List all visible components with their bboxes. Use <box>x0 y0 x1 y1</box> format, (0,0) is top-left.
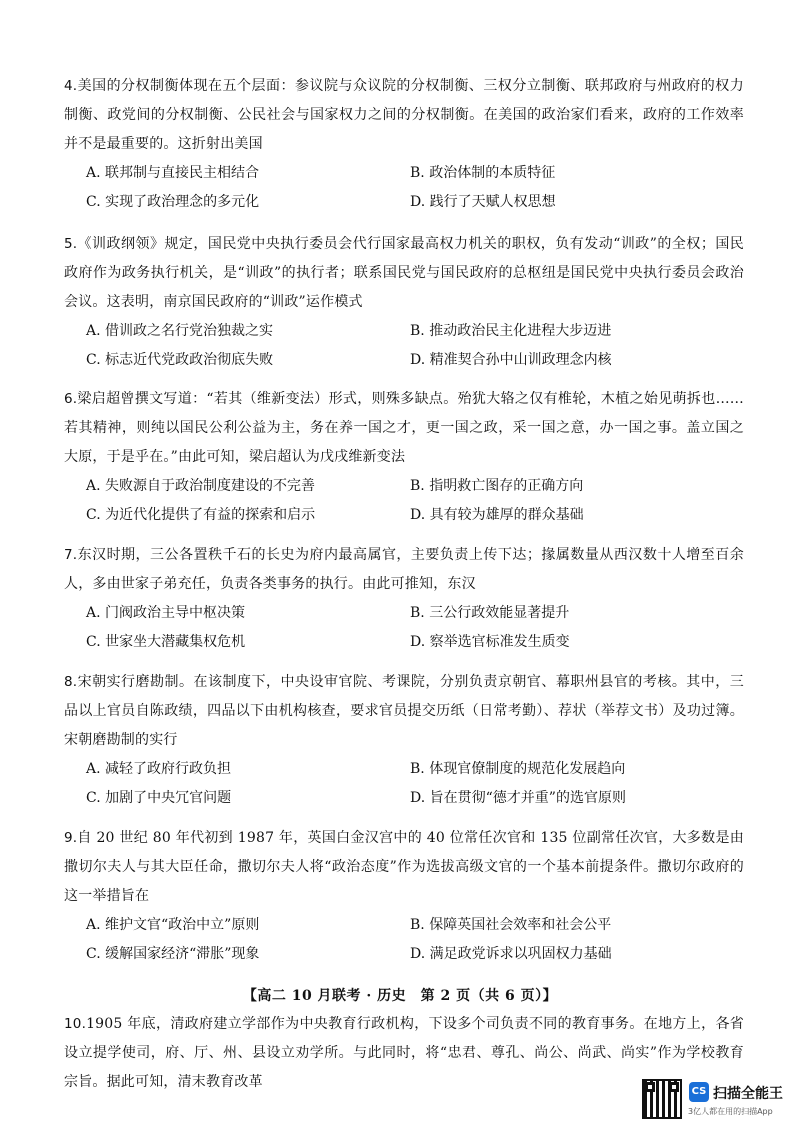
option-a[interactable]: A. 维护文官“政治中立”原则 <box>86 917 260 933</box>
question-4 <box>64 72 744 217</box>
question-text: 自 20 世纪 80 年代初到 1987 年，英国白金汉宫中的 40 位常任次官和 135 位副常任次官，大多数是由撒切尔夫人与其大臣任命，撒切尔夫人将“政治态度”作为选拔高级文官的一个基本前提条件。撒切尔政府的这一举措旨在 <box>64 830 744 904</box>
question-5 <box>64 230 744 375</box>
question-7 <box>64 541 744 657</box>
option-b[interactable]: B. 政治体制的本质特征 <box>410 165 556 181</box>
option-d[interactable]: D. 践行了天赋人权思想 <box>410 194 556 210</box>
scanner-app-name: 扫描全能王 <box>713 1086 783 1102</box>
options <box>64 911 744 969</box>
options <box>64 317 744 375</box>
question-text: 《训政纲领》规定，国民党中央执行委员会代行国家最高权力机关的职权，负有发动“训政”的全权；国民政府作为政务执行机关，是“训政”的执行者；联系国民党与国民政府的总枢纽是国民党中央执行委员会政治会议。这表明，南京国民政府的“训政”运作模式 <box>64 236 744 310</box>
option-c[interactable]: C. 加剧了中央冗官问题 <box>86 790 232 806</box>
camscanner-logo-icon: CS <box>689 1082 709 1102</box>
question-stem <box>64 668 744 755</box>
option-b[interactable]: B. 保障英国社会效率和社会公平 <box>410 917 612 933</box>
question-8 <box>64 668 744 813</box>
options <box>64 599 744 657</box>
question-stem <box>64 72 744 159</box>
option-a[interactable]: A. 联邦制与直接民主相结合 <box>86 165 260 181</box>
option-d[interactable]: D. 察举选官标准发生质变 <box>410 634 570 650</box>
question-text: 美国的分权制衡体现在五个层面：参议院与众议院的分权制衡、三权分立制衡、联邦政府与州政府的权力制衡、政党间的分权制衡、公民社会与国家权力之间的分权制衡。在美国的政治家们看来，政府的工作效率并不是最重要的。这折射出美国 <box>64 78 744 152</box>
option-c[interactable]: C. 标志近代党政政治彻底失败 <box>86 352 274 368</box>
question-number: 10. <box>64 1016 87 1032</box>
option-a[interactable]: A. 减轻了政府行政负担 <box>86 761 232 777</box>
question-stem <box>64 385 744 472</box>
question-stem <box>64 230 744 317</box>
question-text: 宋朝实行磨勘制。在该制度下，中央设审官院、考课院，分别负责京朝官、幕职州县官的考核。其中，三品以上官员自陈政绩，四品以下由机构核查，要求官员提交历纸（日常考勤）、荐状（举荐文书）及功过簿。宋朝磨勘制的实行 <box>64 674 744 748</box>
question-text: 1905 年底，清政府建立学部作为中央教育行政机构，下设多个司负责不同的教育事务。在地方上，各省设立提学使司，府、厅、州、县设立劝学所。与此同时，将“忠君、尊孔、尚公、尚武、尚实”作为学校教育宗旨。据此可知，清末教育改革 <box>64 1016 744 1090</box>
scanner-tagline: 3亿人都在用的扫描App <box>688 1107 773 1116</box>
option-c[interactable]: C. 世家坐大潜藏集权危机 <box>86 634 246 650</box>
option-d[interactable]: D. 旨在贯彻“德才并重”的选官原则 <box>410 790 626 806</box>
option-c[interactable]: C. 为近代化提供了有益的探索和启示 <box>86 507 316 523</box>
options <box>64 755 744 813</box>
option-b[interactable]: B. 三公行政效能显著提升 <box>410 605 570 621</box>
question-text: 梁启超曾撰文写道：“若其（维新变法）形式，则殊多缺点。殆犹大辂之仅有椎轮，木植之始见萌拆也……若其精神，则纯以国民公利公益为主，务在养一国之才，更一国之政，采一国之意，办一国之事。盖立国之大原，于是乎在。”由此可知，梁启超认为戊戌维新变法 <box>64 391 744 465</box>
question-text: 东汉时期，三公各置秩千石的长史为府内最高属官，主要负责上传下达；掾属数量从西汉数十人增至百余人，多由世家子弟充任，负责各类事务的执行。由此可推知，东汉 <box>64 547 744 592</box>
option-c[interactable]: C. 缓解国家经济“滞胀”现象 <box>86 946 260 962</box>
option-d[interactable]: D. 满足政党诉求以巩固权力基础 <box>410 946 612 962</box>
question-number: 9. <box>64 830 78 846</box>
option-a[interactable]: A. 借训政之名行党治独裁之实 <box>86 323 274 339</box>
question-stem <box>64 541 744 599</box>
options <box>64 159 744 217</box>
options <box>64 472 744 530</box>
page-footer: 【高二 10 月联考 · 历史 第 2 页（共 6 页）】 <box>242 988 558 1004</box>
question-number: 4. <box>64 78 78 94</box>
question-9 <box>64 824 744 969</box>
option-b[interactable]: B. 体现官僚制度的规范化发展趋向 <box>410 761 626 777</box>
option-b[interactable]: B. 指明救亡图存的正确方向 <box>410 478 584 494</box>
option-c[interactable]: C. 实现了政治理念的多元化 <box>86 194 260 210</box>
option-a[interactable]: A. 失败源自于政治制度建设的不完善 <box>86 478 316 494</box>
option-d[interactable]: D. 精准契合孙中山训政理念内核 <box>410 352 612 368</box>
question-stem <box>64 824 744 911</box>
question-number: 5. <box>64 236 78 252</box>
option-a[interactable]: A. 门阀政治主导中枢决策 <box>86 605 246 621</box>
question-6 <box>64 385 744 530</box>
option-b[interactable]: B. 推动政治民主化进程大步迈进 <box>410 323 612 339</box>
question-number: 7. <box>64 547 78 563</box>
question-number: 6. <box>64 391 78 407</box>
option-d[interactable]: D. 具有较为雄厚的群众基础 <box>410 507 584 523</box>
question-number: 8. <box>64 674 78 690</box>
qr-code-icon <box>642 1079 682 1119</box>
